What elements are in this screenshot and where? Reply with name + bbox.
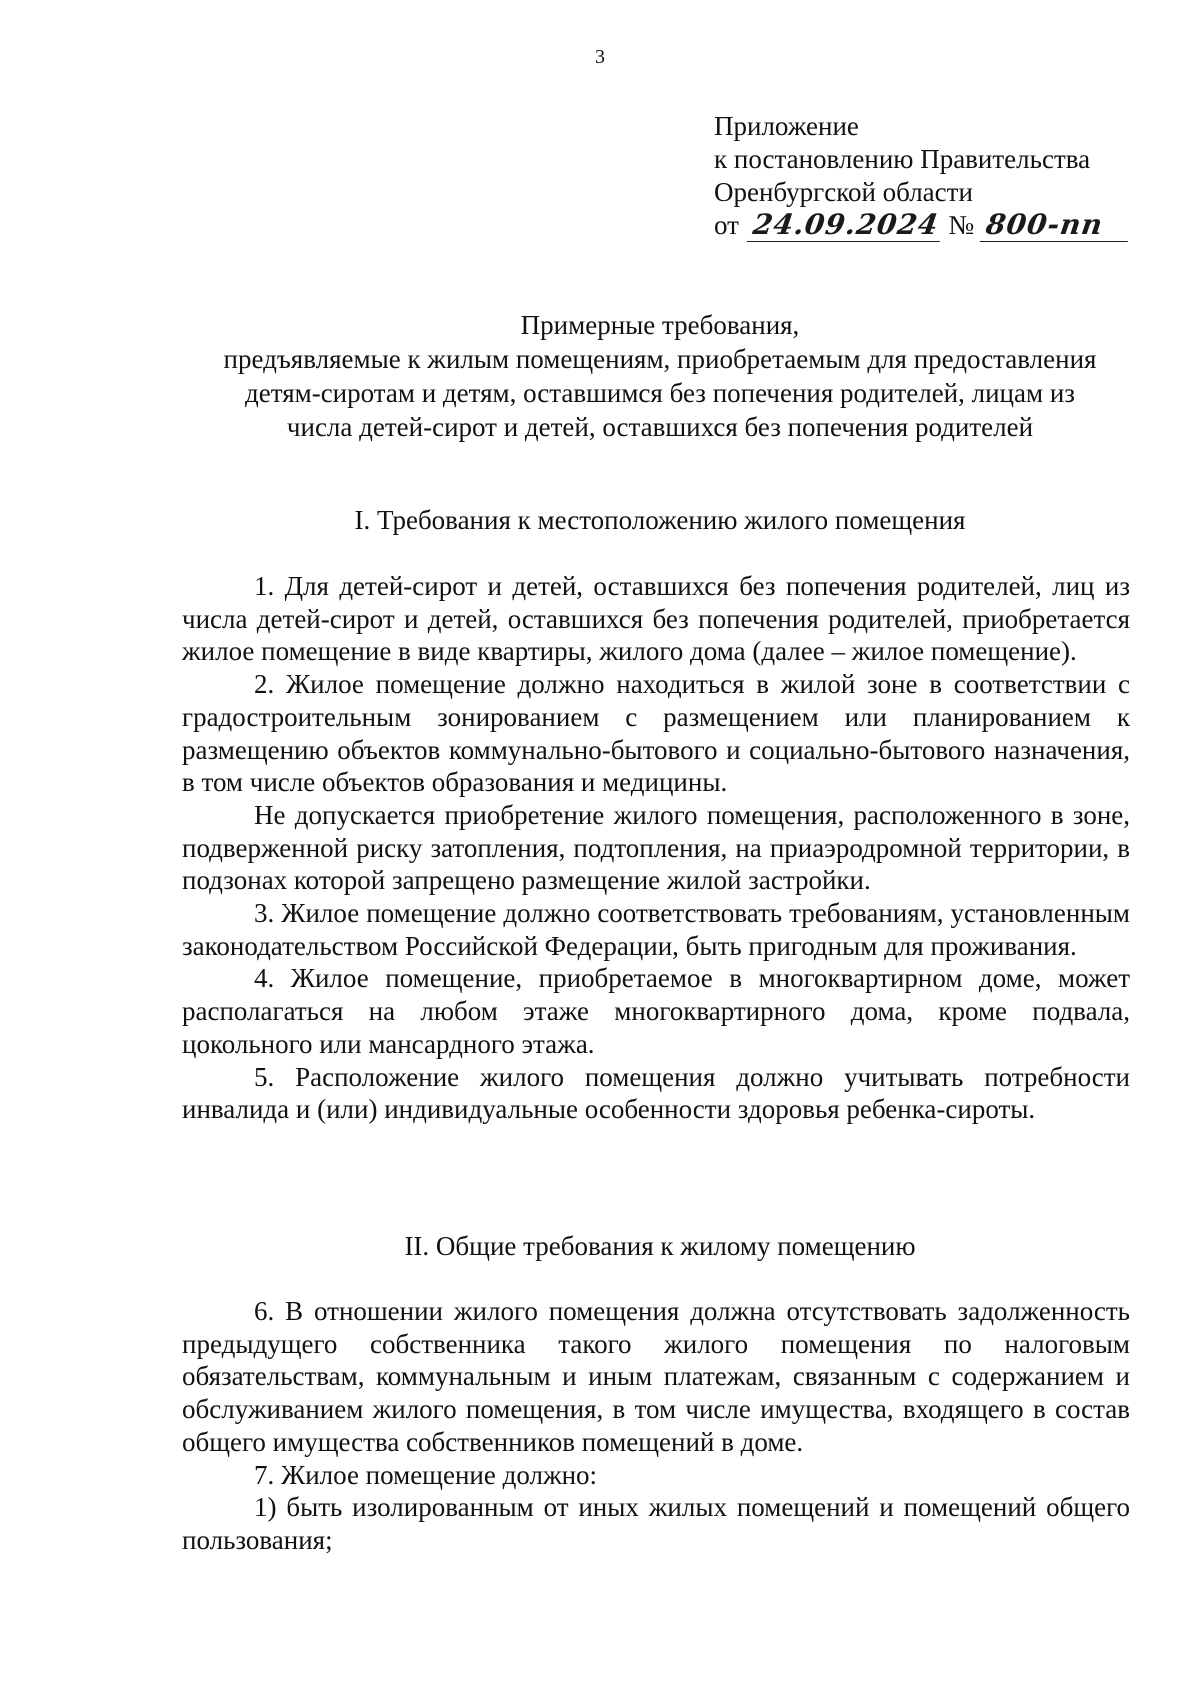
appendix-region: Оренбургской области bbox=[714, 177, 973, 207]
section-1-heading: I. Требования к местоположению жилого помещения bbox=[354, 505, 966, 535]
section-2-heading: II. Общие требования к жилому помещению bbox=[404, 1231, 916, 1261]
handwritten-date: 24.09.2024 bbox=[747, 210, 945, 242]
title-line-3: детям-сиротам и детям, оставшимся без попечения родителей, лицам из bbox=[245, 378, 1075, 408]
section-1-body bbox=[182, 570, 1130, 1126]
paragraph-6: 6. В отношении жилого помещения должна отсутствовать задолженность предыдущего собственника такого жилого помещения по налоговым обязательствам, коммунальным и иным платежам, связанным с содержанием и обслуживанием жилого помещения, в том числе имущества, входящего в состав общего имущества собственников помещений в доме. bbox=[182, 1296, 1130, 1457]
paragraph-5: 5. Расположение жилого помещения должно учитывать потребности инвалида и (или) индивидуальные особенности здоровья ребенка-сироты. bbox=[182, 1061, 1130, 1125]
handwritten-number: 800-пп bbox=[980, 210, 1132, 242]
paragraph-3: 3. Жилое помещение должно соответствовать требованиям, установленным законодательством Российской Федерации, быть пригодным для проживания. bbox=[182, 898, 1130, 961]
paragraph-2: 2. Жилое помещение должно находиться в жилой зоне в соответствии с градостроительным зонированием с размещением или планированием к размещению объектов коммунально-бытового и социально-бытового назначения, в том числе объектов образования и медицины. bbox=[182, 669, 1130, 798]
paragraph-7: 7. Жилое помещение должно: bbox=[254, 1459, 598, 1490]
paragraph-2-continued: Не допускается приобретение жилого помещения, расположенного в зоне, подверженной риску затопления, подтопления, на приаэродромной территории, в подзонах которой запрещено размещение жилой застройки. bbox=[182, 799, 1130, 896]
paragraph-4: 4. Жилое помещение, приобретаемое в многоквартирном доме, может располагаться на любом этаже многоквартирного дома, кроме подвала, цокольного или мансардного этажа. bbox=[182, 963, 1130, 1059]
appendix-stamp bbox=[714, 110, 1130, 242]
title-line-1: Примерные требования, bbox=[520, 310, 800, 340]
appendix-date-number-line bbox=[714, 209, 1130, 242]
date-prefix: от bbox=[714, 210, 739, 240]
title-line-4: числа детей-сирот и детей, оставшихся без попечения родителей bbox=[286, 412, 1034, 442]
document-title bbox=[150, 308, 1170, 444]
appendix-title: Приложение bbox=[714, 111, 859, 141]
section-2-body bbox=[182, 1295, 1130, 1557]
page-number: 3 bbox=[595, 46, 605, 68]
appendix-reference: к постановлению Правительства bbox=[714, 144, 1091, 174]
paragraph-7-item-1: 1) быть изолированным от иных жилых помещений и помещений общего пользования; bbox=[182, 1492, 1130, 1555]
paragraph-1: 1. Для детей-сирот и детей, оставшихся без попечения родителей, лиц из числа детей-сирот и детей, оставшихся без попечения родителей, приобретается жилое помещение в виде квартиры, жилого дома (далее – жилое помещение). bbox=[182, 571, 1130, 667]
number-sign: № bbox=[948, 210, 975, 240]
title-line-2: предъявляемые к жилым помещениям, приобретаемым для предоставления bbox=[223, 344, 1097, 374]
